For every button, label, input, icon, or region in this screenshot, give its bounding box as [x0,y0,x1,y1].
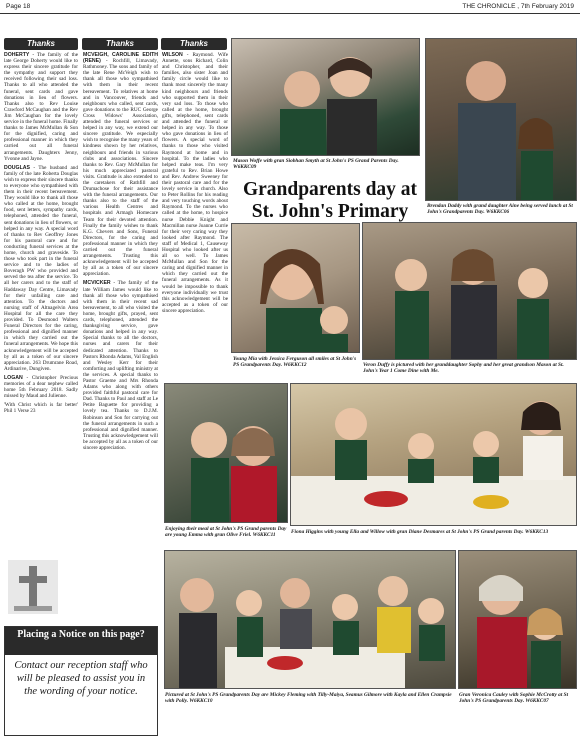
notice-box [4,626,158,736]
notice-entry [4,165,78,372]
thanks-tab-3: Thanks [161,38,227,50]
caption-photo-7: Pictured at St John's PS Grandparents Day are Mickey Fleming with Tilly-Maiya, Seamus Gilmore with Kayla and Ellen Crampsie with Polly. W6KKC10 [165,692,452,705]
notice-name: LOGAN [4,374,23,381]
grave-cross-icon [8,560,58,614]
photo-young-mia [231,223,360,353]
thanks-tab-2: Thanks [82,38,158,50]
publication-line: THE CHRONICLE , 7th February 2019 [462,3,574,10]
photo-grandparents-group [164,550,456,689]
page-header [0,0,580,14]
notice-body: Contact our reception staff who will be pleased to assist you in the wording of your notice. [14,660,148,697]
notices-column-1 [4,52,78,562]
notice-text: 'With Christ which is far better' Phil 1 Verse 23 [4,402,78,415]
caption-photo-6: Fiona Higgins with young Ella and Willow with gran Diane Desmares at St John's PS Grand parents Day. W6KKC13 [291,529,549,535]
photo-mason-woffe [231,38,420,156]
caption-photo-8: Gran Veronica Cauley with Sophie McCrotty at St John's PS Grandparents Day. W6KKC07 [459,692,569,705]
notice-entry [4,402,78,414]
notice-name: DOHERTY [4,52,30,58]
photo-brendan-daddy [425,38,577,201]
notice-name: WILSON [162,52,183,58]
page-headline: Grandparents day at St. John's Primary [242,179,418,222]
photo-veron-duffy [362,222,577,360]
notice-name: MCVICKER [83,280,111,287]
caption-photo-2: Brendan Daddy with grand daughter Aine being served lunch at St John's Grandparents Day. W6KKC06 [427,203,573,216]
notices-column-2 [83,52,158,624]
notice-entry [4,375,78,399]
notice-name: DOUGLAS [4,164,30,171]
notice-text: - Rochfill, Limavady, Rathmoney. The sons and family of the late Rene McVeigh wish to thank all those who sympathised with them in their recent bereavement. To relatives at home and in Vancouver, friends and neighbours who called, sent cards, gave donations to the RUC George Cross Widows' Association, attended the funeral services or helped in any way, we extend our sincere gratitude. We especially wish to recognise the many years of kindness shown by her relatives, neighbours and friends in various clubs and associations. Sincere thanks to Rev. Gary McMullan for his much appreciated pastoral visits. Gratitude is also extended to the caretakers of Rathfill and Drumachose for their assistance with the funeral arrangements. Our thanks also to the staff of the various Health Centres and hospitals and Armagh Homecare Team for their devoted attention. Finally the family wishes to thank K.G. Chevers and Sons, Funeral Directors, for the caring and professional manner in which they carried out the funeral arrangements. Trusting this acknowledgement will be accepted by all as a token of our sincere appreciation. [83,58,158,278]
notices-column-3 [162,52,228,380]
photo-fiona-higgins [290,383,577,526]
notice-text: - Raymond. Wife Annette, sons Richard, Colin and Christopher, and their families, also sister Joan and family circle would like to thank most sincerely the many kind neighbours and friends who supported them in their very sad loss. To those who called at the home, brought gifts, telephoned, sent cards and attended the funeral or helped in any way. To those who gave donations in lieu of flowers. A special word of thanks to those who visited Raymond at home and in hospital. To the ladies who helped make teas. I'm very grateful to Rev. Brian Howe and Rev. Andrew Sweeney for their pastoral care and for the lovely service in church. Also to Peter Rollins for his reading and very touching words about Raymond. To the nurses who called at the home, to hospice nurse Debbie Knight and Macmillan nurse Joanne Currie for their very caring way they looked after Raymond. The staff of Medical 1, Causeway Hospital who looked after us all so well. To James McMullan and Son for the caring and dignified manner in which they carried out the funeral arrangements. As it would be impossible to thank everyone individually we trust this acknowledgement will be accepted as a token of our sincere appreciation. [162,52,228,314]
photo-veronica-cauley [458,550,577,689]
caption-photo-1: Mason Woffe with gran Siobhan Smyth at St John's PS Grand Parents Day. W6KKC09 [233,158,399,171]
caption-photo-5: Enjoying their meal at St John's PS Grand parents Day are young Emma with gran Olive Friel. W6KKC11 [165,526,287,539]
thanks-tab-1: Thanks [4,38,78,50]
notice-entry [4,52,78,162]
notice-entry [83,280,158,451]
page-number: Page 18 [6,3,31,10]
notice-title: Placing a Notice on this page? [5,627,157,655]
caption-photo-4: Veron Duffy is pictured with her granddaughter Sophy and her great grandson Mason at St. John's Year 1 Come Dine with Me. [363,362,564,375]
notice-name: MCVEIGH, CAROLINE EDITH (RENE) [83,52,158,65]
notice-text: - The family of the late George Doherty would like to express their sincere gratitude for the sympathy and support they received following their sad loss. Thanks to all who attended the funeral, sent cards and gave donations in lieu of flowers. Thanks also to Rev Louise Crawford McCaughan and the Rev Jim McCaughan for the lovely service in the funeral home. Finally thanks to James McMullan & Son for the dignified, caring and professional manner in which they carried out all funeral arrangements. Daughters Jenny, Yvonne and Jayne. [4,52,78,162]
caption-photo-3: Young Mia with Jessica Ferguson all smiles at St John's PS Grandparents Day. W6KKC12 [233,356,357,369]
notice-text: - The husband and family of the late Roberta Douglas wish to express their sincere thanks to everyone who sympathised with them in their recent bereavement. They would like to thank all those who called at the home, brought food, sent letters, sympathy cards, telephoned, attended the funeral, sent donations in lieu of flowers, or helped in any way. A special word of thanks to Rev Geoffrey Jones for his pastoral care and for conducting funeral services at the home, church and graveside. To those who took part in the funeral service and to the ladies of Boveragh PW who provided and served the tea after the service. To all her carers and to the staff of Haddaway Day Centre, Limavady for their unfailing care and attention. To the doctors and nursing staff of Altnagelvin Area Hospital for all the care they provided. To Desmond Walters Funeral Directors for the caring, professional and dignified manner in which they carried out the funeral arrangements. We hope this acknowledgement will be accepted by all as a token of our sincere appreciation. 263 Drumrane Road, Ardinarive, Dungiven. [4,164,78,372]
photo-emma-olive [164,383,288,523]
notice-text: - Christopher Precious memories of a dear nephew called home 5th February 2018. Sadly missed by Maud and Julienne. [4,374,78,400]
notice-entry [83,52,158,277]
notice-text: - The family of the late William James would like to thank all those who sympathised with them in their recent sad bereavement, to all who visited the home, brought gifts, prayed, sent cards, telephoned, attended the thanksgiving service, gave donations and helped in any way. Special thanks to all the doctors, nurses and carers for their dedicated attention. Thanks to Pastors Rhonda Adams, Val English and Wesley Kerr for their comforting and uplifting ministry at the services. A special thanks to Pastor Graeme and Mrs Rhonda Adams who along with others provided faithful pastoral care for Dad. Thanks to Paul and staff at Le Petite Baguette for providing a lovely tea. Thanks to D.J.M. Robinson and Son for carrying out the funeral arrangements in such a professional and dignified manner. Trusting this acknowledgement will be accepted by all as a token of our sincere appreciation. [83,280,158,451]
notice-entry [162,52,228,314]
